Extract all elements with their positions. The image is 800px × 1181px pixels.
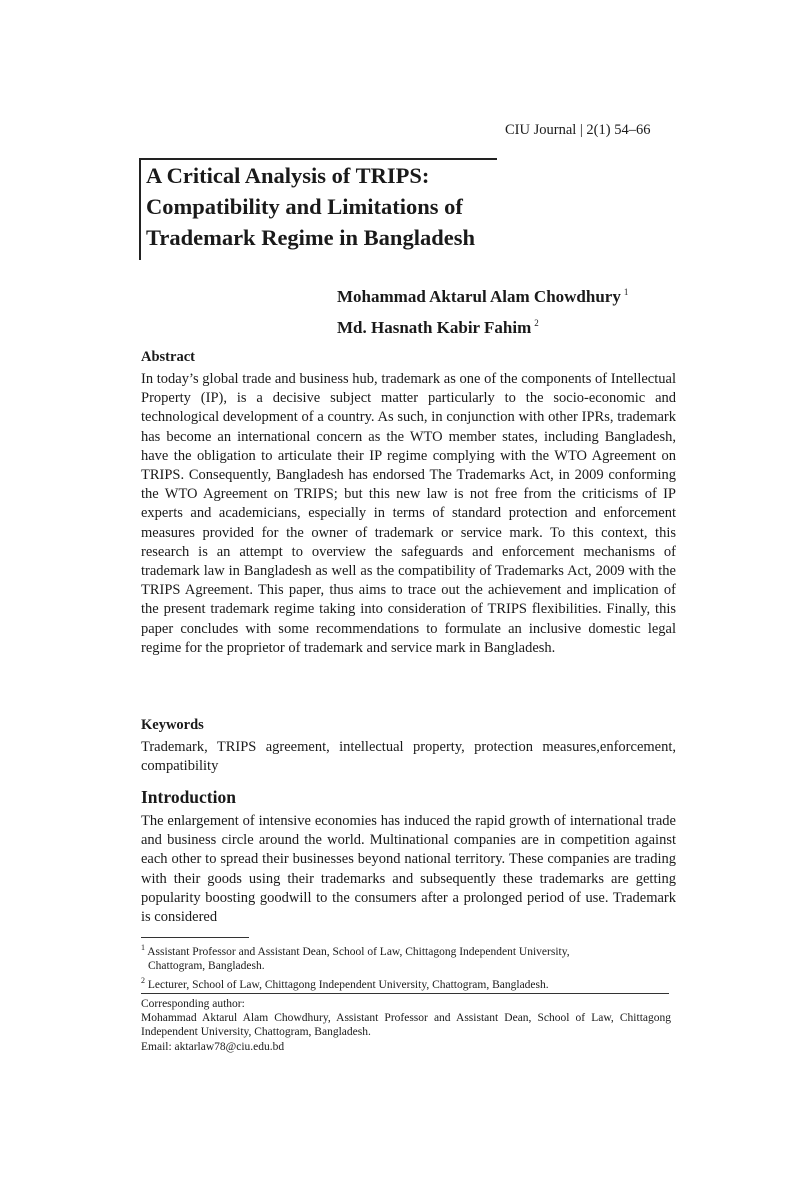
abstract-paragraph: In today’s global trade and business hub, trademark as one of the components of Intellectual Property (IP), is a decisive subject matter particularly to the socio-economic and technological development of a country. As such, in conjunction with other IPRs, trademark has become an international concern as the WTO member states, including Bangladesh, have the obligation to articulate their IP regime complying with the WTO Agreement on TRIPS. Consequently, Bangladesh has endorsed The Trademarks Act, in 2009 conforming the WTO Agreement on TRIPS; but this new law is not free from the criticisms of IP experts and academicians, especially in terms of standard protection and enforcement measures provided for the owner of trademark or service mark. To this context, this research is an attempt to overview the safeguards and enforcement mechanisms of trademark law in Bangladesh as well as the compatibility of Trademarks Act, 2009 with the TRIPS Agreement. This paper, thus aims to trace out the achievement and implication of the present trademark regime taking into consideration of TRIPS flexibilities. Finally, this paper concludes with some recommendations to formulate an inclusive domestic legal regime for the proprietor of trademark and service mark in Bangladesh.	[141, 371, 676, 656]
keywords-paragraph: Trademark, TRIPS agreement, intellectual property, protection measures,enforcement, compatibility	[141, 739, 676, 775]
keywords-heading: Keywords	[141, 717, 204, 733]
abstract-text	[141, 370, 676, 658]
footnote-1	[141, 941, 671, 974]
author-2	[337, 310, 628, 341]
footnote-1-mark: 1	[141, 943, 145, 952]
keywords-text	[141, 738, 676, 776]
corresponding-rule	[141, 993, 669, 994]
introduction-text	[141, 812, 676, 927]
introduction-paragraph: The enlargement of intensive economies has induced the rapid growth of international trade and business circle around the world. Multinational companies are in competition against each other to spread their businesses beyond national territory. These companies are trading with their goods using their trademarks and subsequently these trademarks are getting popularity boosting goodwill to the consumers after a prolonged period of use. Trademark is considered	[141, 813, 676, 926]
footnote-1-line-1: Assistant Professor and Assistant Dean, School of Law, Chittagong Independent University,	[147, 945, 570, 958]
introduction-heading: Introduction	[141, 787, 236, 807]
footnote-2	[141, 974, 671, 992]
journal-reference: CIU Journal | 2(1) 54–66	[505, 122, 651, 138]
title-line-1: A Critical Analysis of TRIPS:	[146, 163, 430, 188]
footnote-2-mark: 2	[141, 976, 145, 985]
corresponding-author-block	[141, 997, 671, 1054]
corresponding-label: Corresponding author:	[141, 998, 245, 1010]
author-1-name: Mohammad Aktarul Alam Chowdhury	[337, 287, 621, 306]
abstract-heading: Abstract	[141, 349, 195, 365]
author-1-footnote-mark: 1	[623, 287, 629, 297]
footnote-1-line-2: Chattogram, Bangladesh.	[148, 960, 265, 973]
paper-title	[146, 160, 475, 253]
author-2-footnote-mark: 2	[534, 318, 539, 328]
author-1	[337, 279, 628, 310]
corresponding-details: Mohammad Aktarul Alam Chowdhury, Assistant Professor and Assistant Dean, School of Law, Chittagong Independent University, Chattogram, Bangladesh.	[141, 1012, 671, 1039]
footnote-2-line-1: Lecturer, School of Law, Chittagong Independent University, Chattogram, Bangladesh.	[147, 978, 549, 991]
title-rule-left	[139, 158, 141, 260]
footnote-rule	[141, 937, 249, 938]
author-list	[337, 279, 628, 341]
title-line-2: Compatibility and Limitations of	[146, 194, 463, 219]
author-2-name: Md. Hasnath Kabir Fahim	[337, 318, 532, 337]
corresponding-email: Email: aktarlaw78@ciu.edu.bd	[141, 1040, 285, 1053]
title-line-3: Trademark Regime in Bangladesh	[146, 225, 475, 250]
